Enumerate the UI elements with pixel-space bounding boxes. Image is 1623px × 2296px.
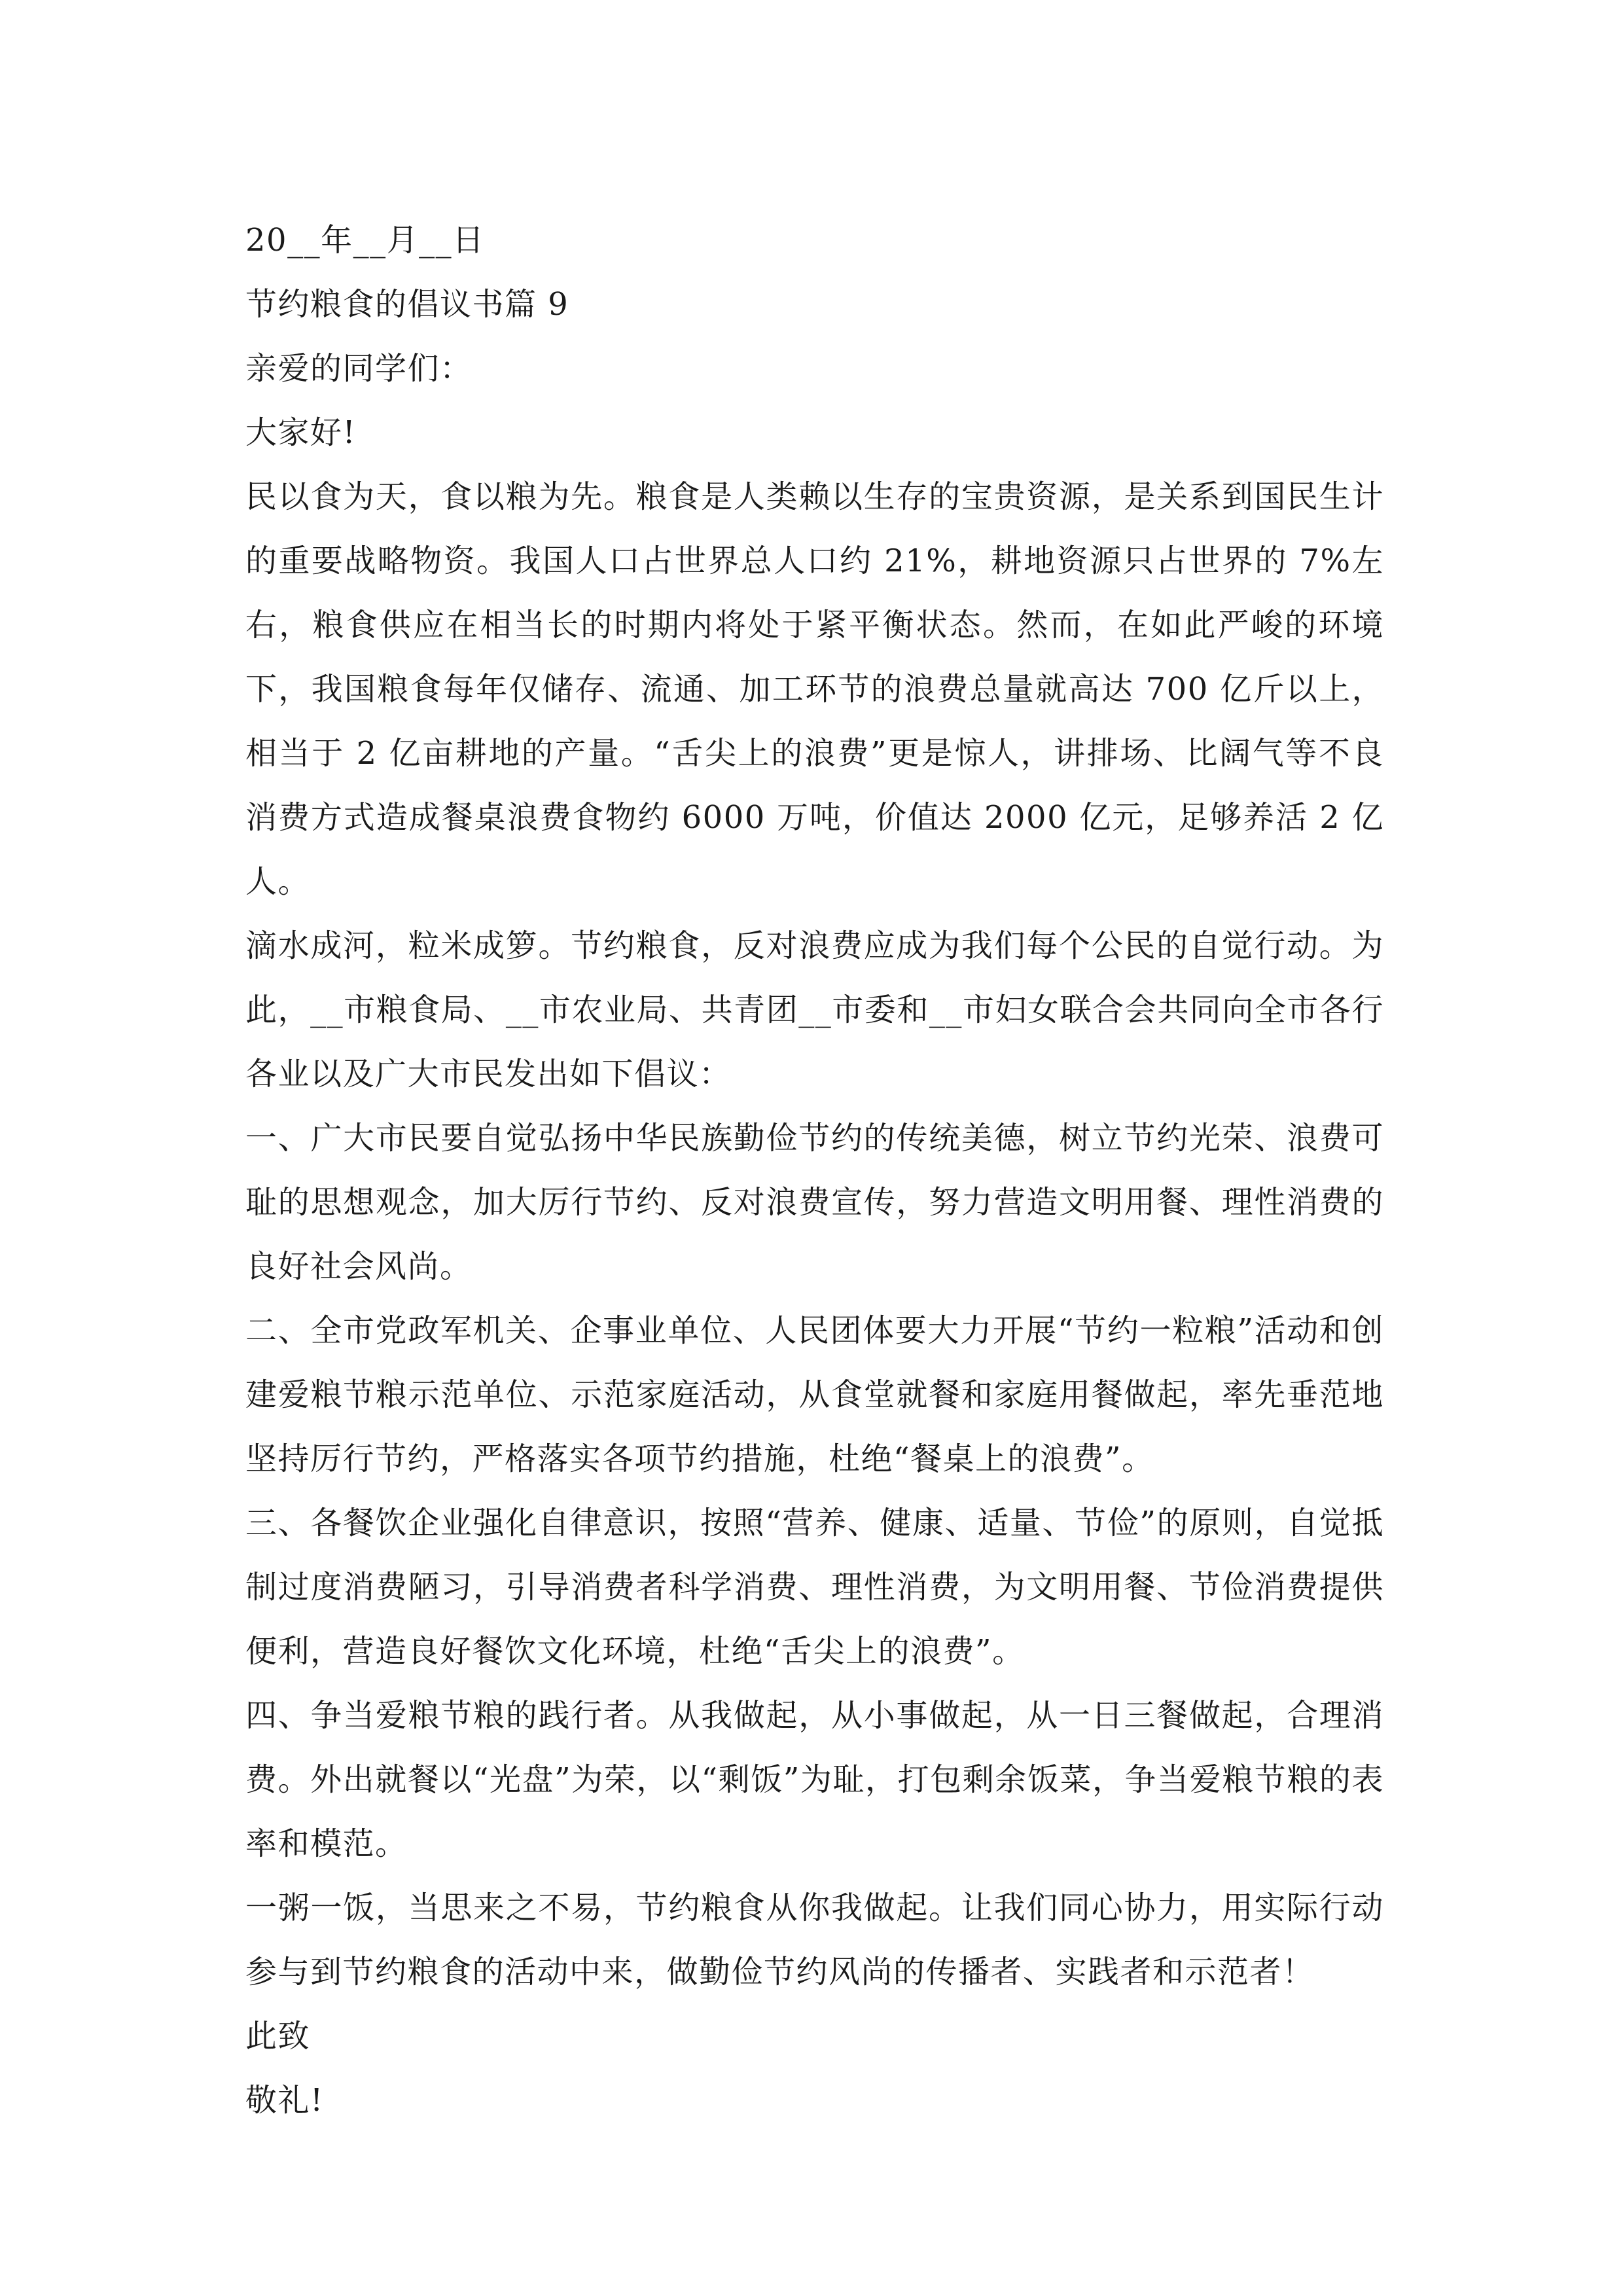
paragraph-intro: 民以食为天，食以粮为先。粮食是人类赖以生存的宝贵资源，是关系到国民生计的重要战略物资。我国人口占世界总人口约 21%，耕地资源只占世界的 7%左右，粮食供应在相当长的时期内将处于紧平衡状态。然而，在如此严峻的环境下，我国粮食每年仅储存、流通、加工环节的浪费总量就高达 700 亿斤以上，相当于 2 亿亩耕地的产量。“舌尖上的浪费”更是惊人，讲排场、比阔气等不良消费方式造成餐桌浪费食物约 6000 万吨，价值达 2000 亿元，足够养活 2 亿人。: [245, 478, 1384, 900]
greeting: 大家好!: [245, 414, 357, 451]
salutation: 亲爱的同学们：: [245, 350, 473, 387]
date-line: 20__年__月__日: [245, 222, 485, 259]
paragraph-conclusion: 一粥一饭，当思来之不易，节约粮食从你我做起。让我们同心协力，用实际行动参与到节约粮食的活动中来，做勤俭节约风尚的传播者、实践者和示范者！: [245, 1890, 1384, 1990]
paragraph-proposal-1: 一、广大市民要自觉弘扬中华民族勤俭节约的传统美德，树立节约光荣、浪费可耻的思想观念，加大厉行节约、反对浪费宣传，努力营造文明用餐、理性消费的良好社会风尚。: [245, 1120, 1384, 1285]
closing-line-2: 敬礼!: [245, 2082, 324, 2119]
paragraph-call: 滴水成河，粒米成箩。节约粮食，反对浪费应成为我们每个公民的自觉行动。为此，__市粮食局、__市农业局、共青团__市委和__市妇女联合会共同向全市各行各业以及广大市民发出如下倡议：: [245, 927, 1384, 1092]
closing-line-1: 此致: [245, 2018, 311, 2054]
paragraph-proposal-3: 三、各餐饮企业强化自律意识，按照“营养、健康、适量、节俭”的原则，自觉抵制过度消费陋习，引导消费者科学消费、理性消费，为文明用餐、节俭消费提供便利，营造良好餐饮文化环境，杜绝“舌尖上的浪费”。: [245, 1505, 1384, 1670]
paragraph-proposal-2: 二、全市党政军机关、企事业单位、人民团体要大力开展“节约一粒粮”活动和创建爱粮节粮示范单位、示范家庭活动，从食堂就餐和家庭用餐做起，率先垂范地坚持厉行节约，严格落实各项节约措施，杜绝“餐桌上的浪费”。: [245, 1312, 1384, 1477]
paragraph-proposal-4: 四、争当爱粮节粮的践行者。从我做起，从小事做起，从一日三餐做起，合理消费。外出就餐以“光盘”为荣，以“剩饭”为耻，打包剩余饭菜，争当爱粮节粮的表率和模范。: [245, 1697, 1384, 1862]
document-title: 节约粮食的倡议书篇 9: [245, 286, 569, 323]
document-body: [245, 208, 1384, 2132]
